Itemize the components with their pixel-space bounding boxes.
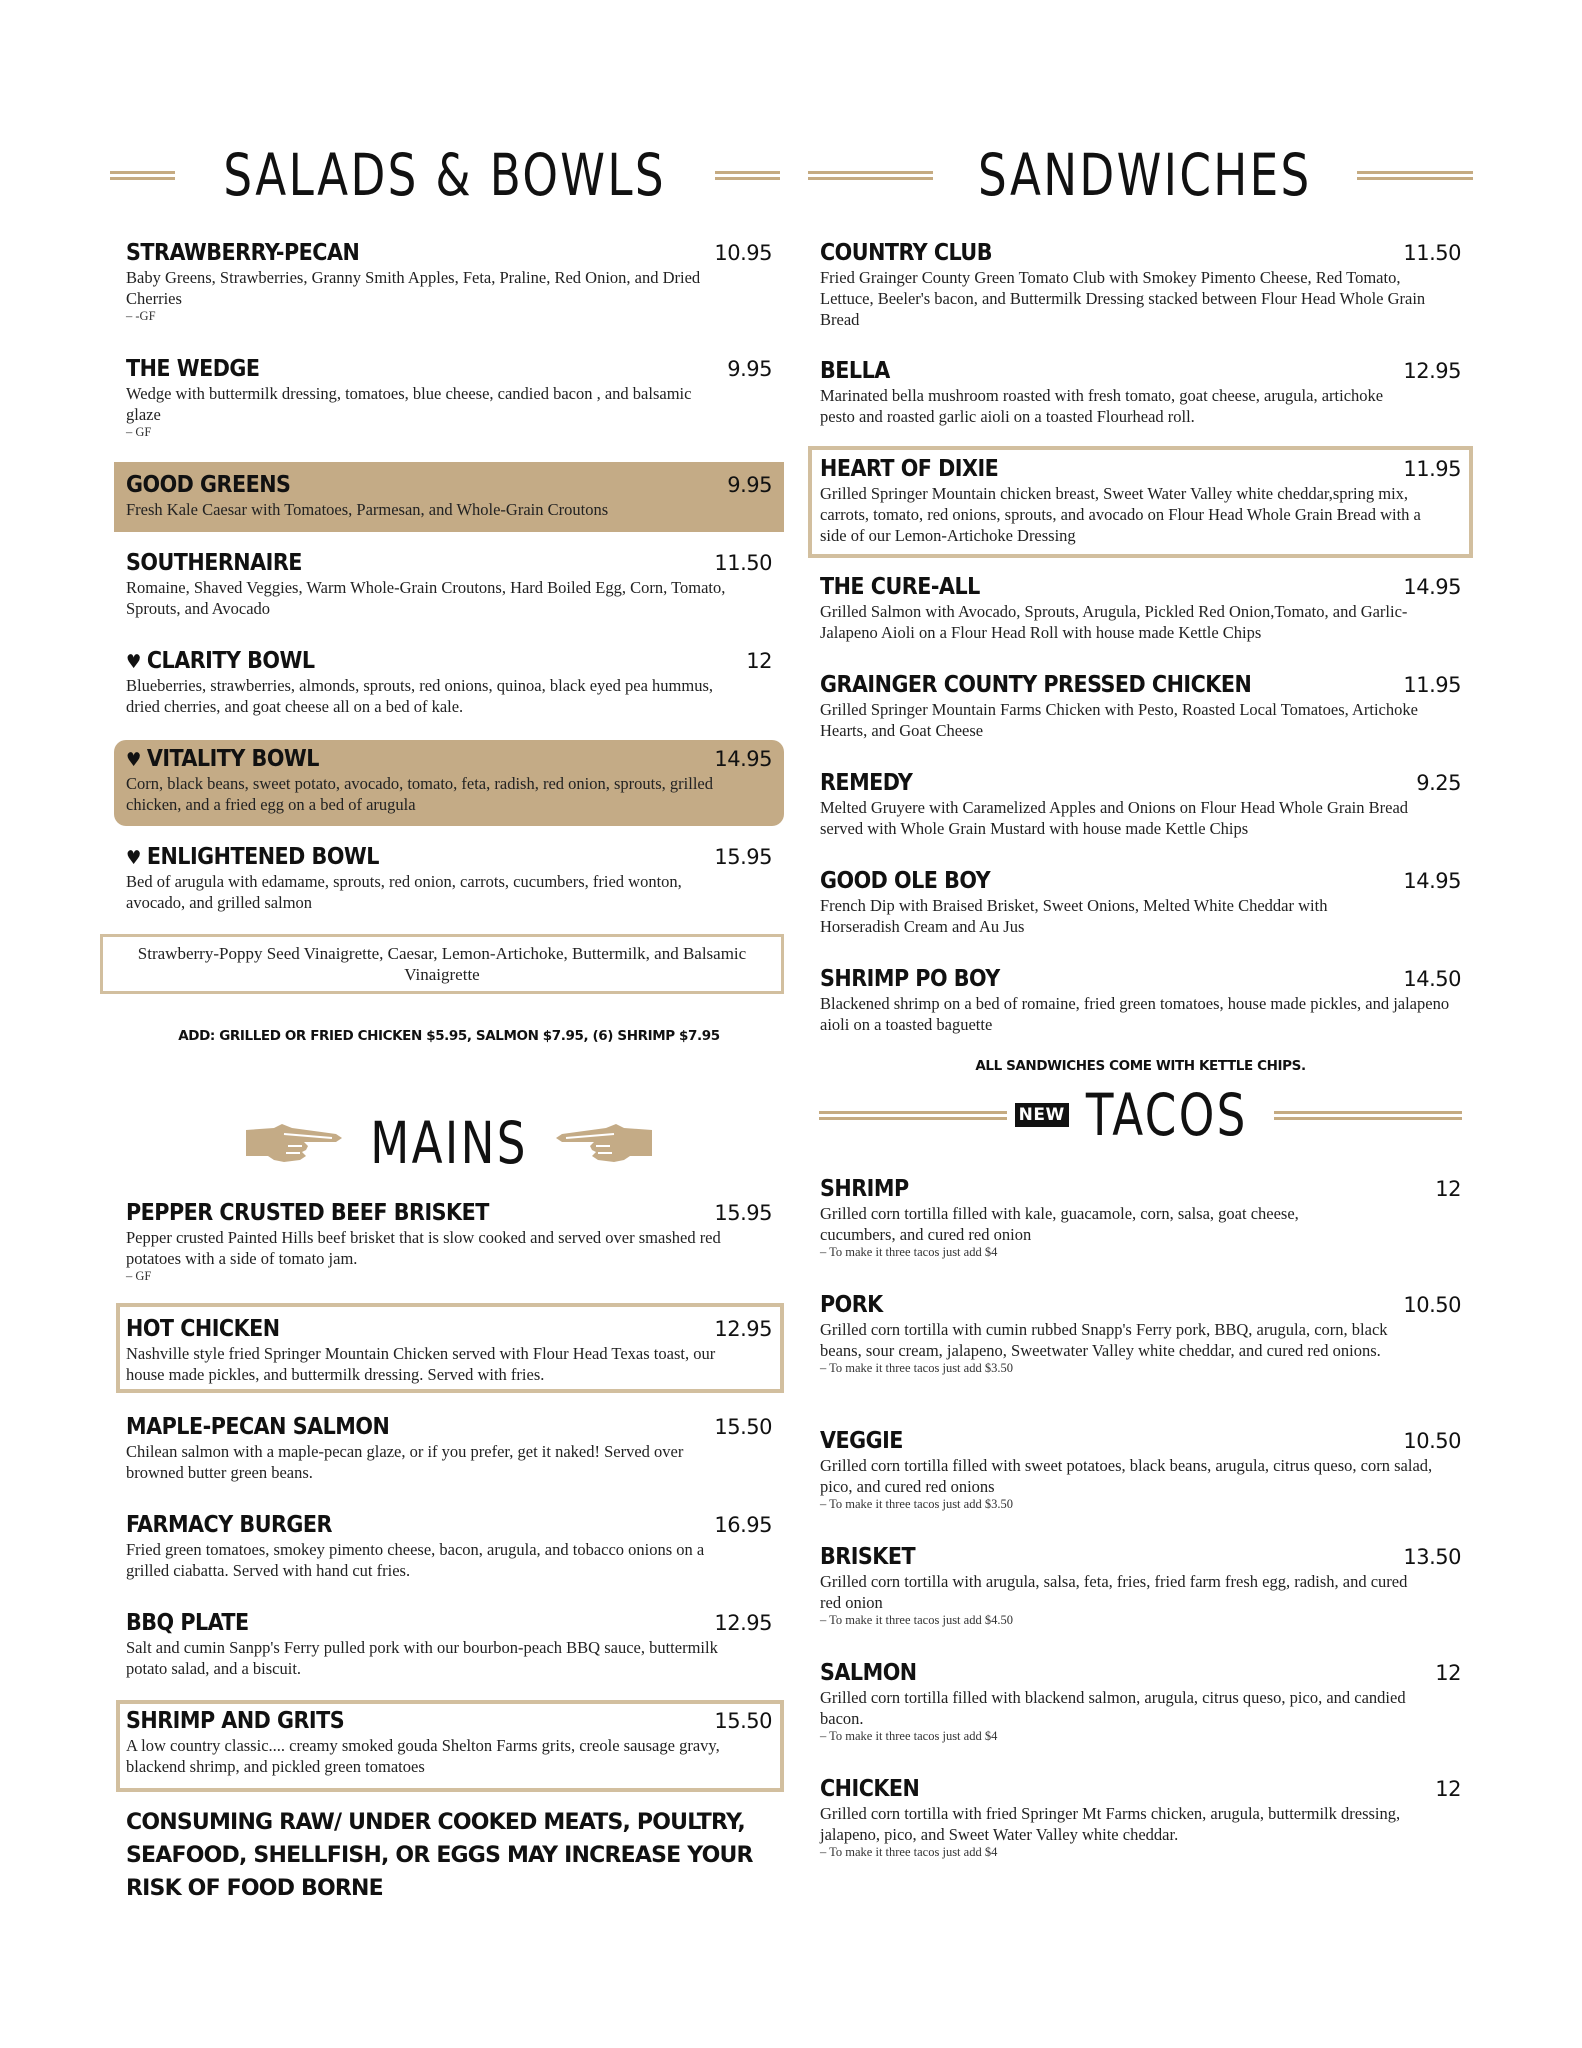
header-rule-right bbox=[1274, 1111, 1462, 1120]
item-note: – To make it three tacos just add $3.50 bbox=[820, 1497, 1013, 1511]
heart-icon: ♥ bbox=[126, 847, 141, 869]
item-price: 12.95 bbox=[1403, 359, 1461, 383]
menu-item bbox=[820, 574, 1461, 643]
item-description: French Dip with Braised Brisket, Sweet Onions, Melted White Cheddar with Horseradish Cream and Au Jus bbox=[820, 896, 1328, 936]
item-price: 10.50 bbox=[1403, 1293, 1461, 1317]
item-name: PEPPER CRUSTED BEEF BRISKET bbox=[126, 1200, 489, 1226]
food-safety-warning: CONSUMING RAW/ UNDER COOKED MEATS, POULTRY, SEAFOOD, SHELLFISH, OR EGGS MAY INCREASE YOUR RISK OF FOOD BORNE bbox=[126, 1810, 753, 1901]
item-name: MAPLE-PECAN SALMON bbox=[126, 1414, 390, 1440]
item-price: 16.95 bbox=[714, 1513, 772, 1537]
item-name: PORK bbox=[820, 1292, 883, 1318]
item-description: Grilled corn tortilla filled with blackend salmon, arugula, citrus queso, pico, and candied bacon. bbox=[820, 1688, 1406, 1728]
pointing-hand-left-icon bbox=[554, 1120, 654, 1166]
item-note: – -GF bbox=[126, 309, 156, 323]
item-price: 11.50 bbox=[714, 551, 772, 575]
item-description: Corn, black beans, sweet potato, avocado, tomato, feta, radish, red onion, sprouts, grilled chicken, and a fried egg on a bed of arugula bbox=[126, 774, 713, 814]
heart-icon: ♥ bbox=[126, 749, 141, 771]
sandwiches-footnote: ALL SANDWICHES COME WITH KETTLE CHIPS. bbox=[975, 1058, 1306, 1074]
menu-item bbox=[820, 1292, 1461, 1376]
item-price: 15.95 bbox=[714, 1201, 772, 1225]
item-price: 14.50 bbox=[1403, 967, 1461, 991]
mains-title: MAINS bbox=[370, 1109, 528, 1177]
salads-header bbox=[110, 140, 780, 210]
item-description: Grilled Springer Mountain chicken breast, Sweet Water Valley white cheddar,spring mix, carrots, tomato, red onions, sprouts, and avocado on Flour Head Whole Grain Bread with a side of our Lemon-Artichoke Dressing bbox=[820, 484, 1421, 545]
menu-item bbox=[820, 868, 1461, 937]
menu-item bbox=[820, 456, 1461, 546]
item-name: THE CURE-ALL bbox=[820, 574, 980, 600]
item-name: FARMACY BURGER bbox=[126, 1512, 332, 1538]
item-name: BELLA bbox=[820, 358, 890, 384]
item-price: 14.95 bbox=[1403, 869, 1461, 893]
item-price: 10.95 bbox=[714, 241, 772, 265]
item-description: Fried Grainger County Green Tomato Club with Smokey Pimento Cheese, Red Tomato, Lettuce, Beeler's bacon, and Buttermilk Dressing stacked between Flour Head Whole Grain Bread bbox=[820, 268, 1426, 329]
item-name: BBQ PLATE bbox=[126, 1610, 249, 1636]
item-name: GOOD OLE BOY bbox=[820, 868, 991, 894]
item-description: Nashville style fried Springer Mountain Chicken served with Flour Head Texas toast, our house made pickles, and buttermilk dressing. Served with fries. bbox=[126, 1344, 716, 1384]
add-on-note: ADD: GRILLED OR FRIED CHICKEN $5.95, SALMON $7.95, (6) SHRIMP $7.95 bbox=[178, 1028, 720, 1044]
item-note: – GF bbox=[126, 425, 152, 439]
menu-item bbox=[126, 472, 772, 520]
menu-item bbox=[126, 1708, 772, 1777]
item-name: SOUTHERNAIRE bbox=[126, 550, 302, 576]
item-note: – To make it three tacos just add $4 bbox=[820, 1245, 998, 1259]
item-name: GRAINGER COUNTY PRESSED CHICKEN bbox=[820, 672, 1252, 698]
item-price: 15.95 bbox=[714, 845, 772, 869]
item-name: SHRIMP bbox=[820, 1176, 909, 1202]
menu-item bbox=[820, 1776, 1461, 1860]
item-price: 15.50 bbox=[714, 1709, 772, 1733]
item-price: 12.95 bbox=[714, 1317, 772, 1341]
item-name: CLARITY BOWL bbox=[146, 648, 315, 674]
header-rule-left bbox=[110, 171, 175, 180]
item-note: – To make it three tacos just add $3.50 bbox=[820, 1361, 1013, 1375]
item-price: 9.95 bbox=[727, 473, 772, 497]
item-description: Grilled Springer Mountain Farms Chicken with Pesto, Roasted Local Tomatoes, Artichoke Hearts, and Goat Cheese bbox=[820, 700, 1418, 740]
menu-item bbox=[820, 966, 1461, 1035]
item-price: 9.25 bbox=[1416, 771, 1461, 795]
item-name: COUNTRY CLUB bbox=[820, 240, 992, 266]
item-name: VEGGIE bbox=[820, 1428, 903, 1454]
item-name: STRAWBERRY-PECAN bbox=[126, 240, 360, 266]
item-price: 15.50 bbox=[714, 1415, 772, 1439]
item-description: Salt and cumin Sanpp's Ferry pulled pork with our bourbon-peach BBQ sauce, buttermilk potato salad, and a biscuit. bbox=[126, 1638, 718, 1678]
item-name: ENLIGHTENED BOWL bbox=[146, 844, 379, 870]
item-description: Grilled corn tortilla with fried Springer Mt Farms chicken, arugula, buttermilk dressing, jalapeno, pico, and Sweet Water Valley white cheddar. bbox=[820, 1804, 1401, 1844]
menu-item bbox=[820, 240, 1461, 330]
item-description: Marinated bella mushroom roasted with fresh tomato, goat cheese, arugula, artichoke pesto and roasted garlic aioli on a toasted Flourhead roll. bbox=[820, 386, 1384, 426]
menu-item bbox=[126, 1512, 772, 1581]
item-description: Fresh Kale Caesar with Tomatoes, Parmesan, and Whole-Grain Croutons bbox=[126, 500, 609, 519]
item-description: Romaine, Shaved Veggies, Warm Whole-Grain Croutons, Hard Boiled Egg, Corn, Tomato, Sprouts, and Avocado bbox=[126, 578, 726, 618]
item-name: HEART OF DIXIE bbox=[820, 456, 999, 482]
item-price: 14.95 bbox=[714, 747, 772, 771]
header-rule-left bbox=[808, 171, 933, 180]
header-rule-right bbox=[1357, 171, 1473, 180]
item-description: Melted Gruyere with Caramelized Apples and Onions on Flour Head Whole Grain Bread served with Whole Grain Mustard with house made Kettle Chips bbox=[820, 798, 1409, 838]
sandwiches-title: SANDWICHES bbox=[978, 141, 1312, 209]
item-note: – GF bbox=[126, 1269, 152, 1283]
item-description: Fried green tomatoes, smokey pimento cheese, bacon, arugula, and tobacco onions on a grilled ciabatta. Served with hand cut fries. bbox=[126, 1540, 705, 1580]
item-price: 12.95 bbox=[714, 1611, 772, 1635]
item-note: – To make it three tacos just add $4 bbox=[820, 1845, 998, 1859]
item-description: Baby Greens, Strawberries, Granny Smith Apples, Feta, Praline, Red Onion, and Dried Cherries bbox=[126, 268, 701, 308]
item-description: Grilled corn tortilla with arugula, salsa, feta, fries, fried farm fresh egg, radish, and cured red onion bbox=[820, 1572, 1408, 1612]
item-description: Blackened shrimp on a bed of romaine, fried green tomatoes, house made pickles, and jalapeno aioli on a toasted baguette bbox=[820, 994, 1450, 1034]
item-name: SALMON bbox=[820, 1660, 917, 1686]
menu-item bbox=[126, 844, 772, 913]
item-price: 14.95 bbox=[1403, 575, 1461, 599]
item-name: THE WEDGE bbox=[126, 356, 260, 382]
menu-item bbox=[820, 358, 1461, 427]
item-name: CHICKEN bbox=[820, 1776, 920, 1802]
item-price: 12 bbox=[1435, 1177, 1461, 1201]
item-description: Bed of arugula with edamame, sprouts, red onion, carrots, cucumbers, fried wonton, avocado, and grilled salmon bbox=[126, 872, 682, 912]
item-description: Pepper crusted Painted Hills beef brisket that is slow cooked and served over smashed red potatoes with a side of tomato jam. bbox=[126, 1228, 721, 1268]
heart-icon: ♥ bbox=[126, 651, 141, 673]
dressings-box: Strawberry-Poppy Seed Vinaigrette, Caesar, Lemon-Artichoke, Buttermilk, and Balsamic Vinaigrette bbox=[100, 934, 784, 994]
new-badge: NEW bbox=[1015, 1103, 1069, 1127]
salads-title: SALADS & BOWLS bbox=[223, 141, 667, 209]
item-name-row bbox=[126, 844, 379, 870]
menu-item bbox=[126, 1610, 772, 1679]
menu-item bbox=[820, 1428, 1461, 1512]
menu-item bbox=[126, 746, 772, 815]
menu-item bbox=[126, 648, 772, 717]
item-name-row bbox=[126, 648, 315, 674]
item-note: – To make it three tacos just add $4.50 bbox=[820, 1613, 1013, 1627]
menu-item bbox=[820, 770, 1461, 839]
menu-item bbox=[126, 356, 772, 440]
item-description: Chilean salmon with a maple-pecan glaze, or if you prefer, get it naked! Served over browned butter green beans. bbox=[126, 1442, 684, 1482]
item-price: 11.50 bbox=[1403, 241, 1461, 265]
pointing-hand-right-icon bbox=[244, 1120, 344, 1166]
menu-item bbox=[126, 550, 772, 619]
item-price: 13.50 bbox=[1403, 1545, 1461, 1569]
item-price: 9.95 bbox=[727, 357, 772, 381]
item-name-row bbox=[126, 746, 319, 772]
menu-item bbox=[820, 1660, 1461, 1744]
item-description: Grilled Salmon with Avocado, Sprouts, Arugula, Pickled Red Onion,Tomato, and Garlic-Jalapeno Aioli on a Flour Head Roll with house made Kettle Chips bbox=[820, 602, 1408, 642]
menu-item bbox=[126, 1200, 772, 1284]
menu-item bbox=[820, 672, 1461, 741]
item-name: HOT CHICKEN bbox=[126, 1316, 280, 1342]
item-name: SHRIMP AND GRITS bbox=[126, 1708, 345, 1734]
menu-item bbox=[820, 1544, 1461, 1628]
item-price: 12 bbox=[746, 649, 772, 673]
tacos-header bbox=[808, 1080, 1473, 1150]
menu-item bbox=[126, 1414, 772, 1483]
header-rule-right bbox=[715, 171, 780, 180]
item-price: 11.95 bbox=[1403, 457, 1461, 481]
header-rule-left bbox=[819, 1111, 1007, 1120]
sandwiches-header bbox=[808, 140, 1473, 210]
item-description: Wedge with buttermilk dressing, tomatoes, blue cheese, candied bacon , and balsamic glaze bbox=[126, 384, 692, 424]
item-name: SHRIMP PO BOY bbox=[820, 966, 1000, 992]
tacos-title: TACOS bbox=[1085, 1081, 1248, 1149]
item-price: 10.50 bbox=[1403, 1429, 1461, 1453]
item-description: Grilled corn tortilla filled with sweet potatoes, black beans, arugula, citrus queso, corn salad, pico, and cured red onions bbox=[820, 1456, 1433, 1496]
menu-item bbox=[126, 1316, 772, 1385]
item-price: 12 bbox=[1435, 1777, 1461, 1801]
item-name: REMEDY bbox=[820, 770, 913, 796]
item-price: 12 bbox=[1435, 1661, 1461, 1685]
item-description: A low country classic.... creamy smoked gouda Shelton Farms grits, creole sausage gravy, blackend shrimp, and pickled green tomatoes bbox=[126, 1736, 720, 1776]
item-description: Grilled corn tortilla with cumin rubbed Snapp's Ferry pork, BBQ, arugula, corn, black beans, sour cream, jalapeno, Sweetwater Valley white cheddar, and cured red onions. bbox=[820, 1320, 1388, 1360]
item-description: Blueberries, strawberries, almonds, sprouts, red onions, quinoa, black eyed pea hummus, dried cherries, and goat cheese all on a bed of kale. bbox=[126, 676, 713, 716]
item-note: – To make it three tacos just add $4 bbox=[820, 1729, 998, 1743]
item-price: 11.95 bbox=[1403, 673, 1461, 697]
item-name: VITALITY BOWL bbox=[146, 746, 319, 772]
item-name: BRISKET bbox=[820, 1544, 916, 1570]
item-name: GOOD GREENS bbox=[126, 472, 291, 498]
item-description: Grilled corn tortilla filled with kale, guacamole, corn, salsa, goat cheese, cucumbers, and cured red onion bbox=[820, 1204, 1299, 1244]
menu-item bbox=[820, 1176, 1461, 1260]
mains-header bbox=[114, 1108, 784, 1178]
menu-item bbox=[126, 240, 772, 324]
